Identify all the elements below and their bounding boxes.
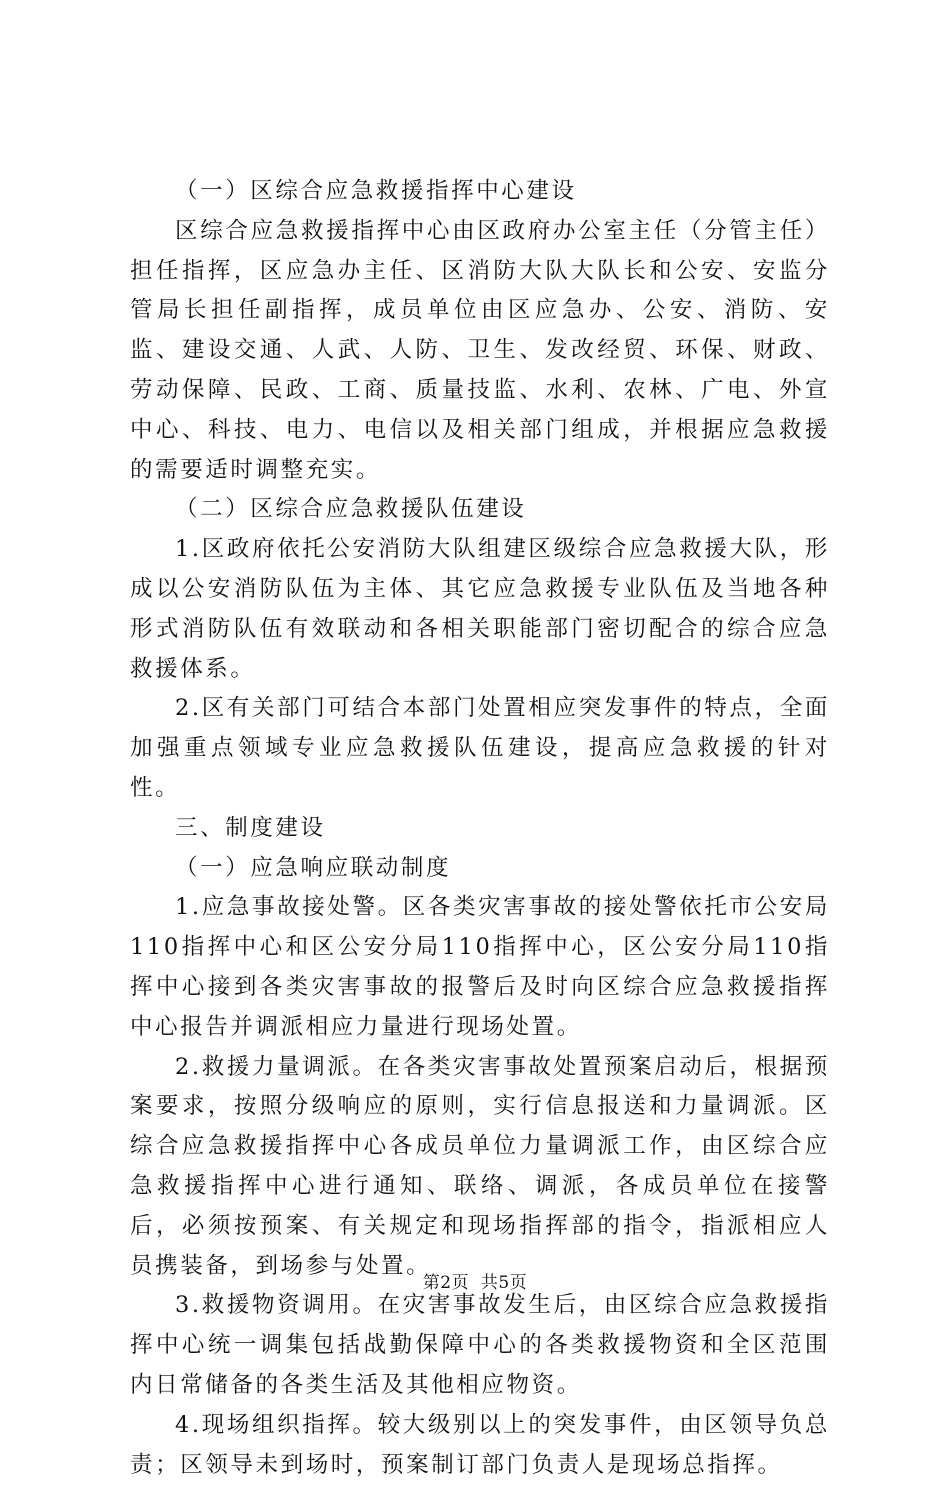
- section-heading-response-linkage: （一）应急响应联动制度: [175, 854, 452, 881]
- paragraph-response-3: 3.救援物资调用。在灾害事故发生后，由区综合应急救援指挥中心统一调集包括战勤保障中心的各类救援物资和全区范围内日常储备的各类生活及其他相应物资。: [130, 1292, 830, 1398]
- paragraph-command-center: 区综合应急救援指挥中心由区政府办公室主任（分管主任）担任指挥，区应急办主任、区消防大队大队长和公安、安监分管局长担任副指挥，成员单位由区应急办、公安、消防、安监、建设交通、人武、人防、卫生、发改经贸、环保、财政、劳动保障、民政、工商、质量技监、水利、农林、广电、外宣中心、科技、电力、电信以及相关部门组成，并根据应急救援的需要适时调整充实。: [130, 217, 830, 483]
- section-heading-system-building: 三、制度建设: [175, 814, 326, 841]
- page-footer: [0, 1272, 950, 1294]
- paragraph-response-2: 2.救援力量调派。在各类灾害事故处置预案启动后，根据预案要求，按照分级响应的原则，实行信息报送和力量调派。区综合应急救援指挥中心各成员单位力量调派工作，由区综合应急救援指挥中心进行通知、联络、调派，各成员单位在接警后，必须按预案、有关规定和现场指挥部的指令，指派相应人员携装备，到场参与处置。: [130, 1053, 830, 1279]
- page-number: 第2页: [422, 1273, 470, 1293]
- paragraph-rescue-team-1: 1.区政府依托公安消防大队组建区级综合应急救援大队，形成以公安消防队伍为主体、其它应急救援专业队伍及当地各种形式消防队伍有效联动和各相关职能部门密切配合的综合应急救援体系。: [130, 536, 830, 682]
- page-total: 共5页: [480, 1273, 528, 1293]
- paragraph-response-1: 1.应急事故接处警。区各类灾害事故的接处警依托市公安局110指挥中心和区公安分局110指挥中心，区公安分局110指挥中心接到各类灾害事故的报警后及时向区综合应急救援指挥中心报告并调派相应力量进行现场处置。: [130, 894, 830, 1040]
- section-heading-rescue-team: （二）区综合应急救援队伍建设: [175, 496, 527, 523]
- section-heading-command-center: （一）区综合应急救援指挥中心建设: [175, 178, 577, 204]
- paragraph-rescue-team-2: 2.区有关部门可结合本部门处置相应突发事件的特点，全面加强重点领域专业应急救援队伍建设，提高应急救援的针对性。: [130, 695, 830, 801]
- paragraph-response-4: 4.现场组织指挥。较大级别以上的突发事件，由区领导负总责；区领导未到场时，预案制订部门负责人是现场总指挥。: [130, 1411, 830, 1478]
